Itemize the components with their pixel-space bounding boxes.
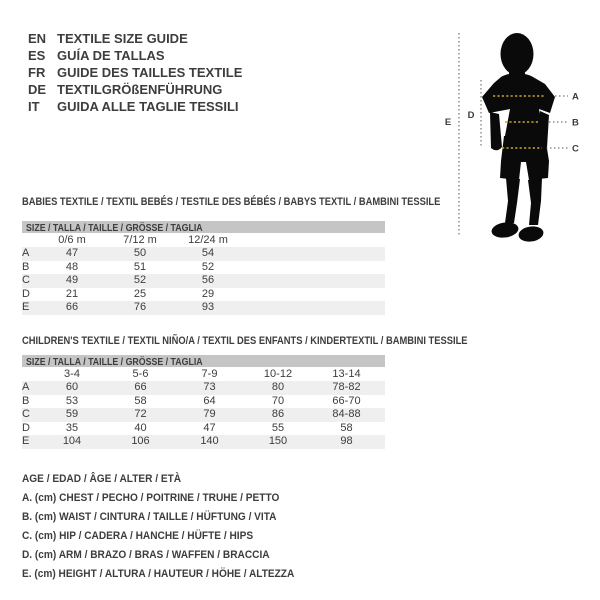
cell: 80 [271,381,285,393]
children-col-10-12: 10-12 [263,368,293,380]
cell: 79 [203,408,216,420]
legend-chest-A: A. (cm) CHEST / PECHO / POITRINE / TRUHE / PETTO [22,492,280,504]
table-row-E [22,301,385,315]
babies-size-table [22,233,385,315]
cell: 52 [133,274,147,286]
cell: 58 [340,421,353,434]
cell: 21 [65,287,79,300]
cell: 56 [201,274,215,286]
row-label: D [22,287,30,300]
table-row-D [22,288,385,302]
children-col-7-9: 7-9 [201,368,218,380]
cell: 106 [131,435,150,447]
lang-row-it [28,98,242,115]
cell: 140 [200,435,219,447]
cell: 49 [65,274,79,286]
cell: 53 [65,394,79,407]
silhouette-shorts [500,136,549,180]
empty-cell [22,233,38,247]
babies-column-header-row [22,233,385,247]
lang-row-es [28,47,242,64]
lang-label-es: GUÍA DE TALLAS [57,48,165,63]
empty-cell [381,408,385,422]
cell: 59 [65,408,79,420]
babies-size-header-bar [22,221,385,233]
cell: 64 [203,394,216,407]
cell: 60 [65,381,79,393]
children-section-title: CHILDREN'S TEXTILE / TEXTIL NIÑO/A / TEXTIL DES ENFANTS / KINDERTEXTIL / BAMBINI TESSILE [22,335,468,347]
silhouette-right-leg [528,178,542,225]
figure-label-E: E [444,117,452,128]
cell: 48 [65,260,79,273]
row-label: D [22,421,30,434]
children-size-header-text: SIZE / TALLA / TAILLE / GRÖSSE / TAGLIA [26,357,203,368]
table-row-D [22,422,385,436]
empty-cell [242,301,385,315]
children-col-5-6: 5-6 [132,368,149,380]
cell: 54 [201,247,215,259]
empty-cell [242,233,385,247]
row-label: E [22,301,30,313]
cell: 55 [271,421,285,434]
empty-cell [242,288,385,302]
cell: 29 [201,287,215,300]
figure-label-A: A [572,91,579,103]
table-row-A [22,381,385,395]
cell: 84-88 [332,408,361,420]
cell: 35 [65,421,79,434]
empty-cell [381,395,385,409]
legend-height-E: E. (cm) HEIGHT / ALTURA / HAUTEUR / HÖHE / ALTEZZA [22,568,295,580]
figure-label-B: B [572,117,579,129]
children-size-table [22,367,385,449]
empty-cell [381,422,385,436]
cell: 51 [133,260,147,273]
cell: 66 [65,301,79,313]
cell: 50 [133,247,147,259]
table-row-A [22,247,385,261]
cell: 40 [134,421,147,434]
row-label: A [22,381,30,393]
row-label: A [22,247,30,259]
lang-label-de: TEXTILGRÖßENFÜHRUNG [57,82,223,97]
size-measurement-figure [430,25,600,250]
legend-age: AGE / EDAD / ÂGE / ALTER / ETÀ [22,473,182,485]
empty-cell [242,261,385,275]
row-label: B [22,394,30,407]
cell: 86 [271,408,285,420]
cell: 150 [268,435,288,447]
row-label: E [22,435,30,447]
empty-cell [242,274,385,288]
figure-label-C: C [572,143,579,155]
babies-section-title: BABIES TEXTILE / TEXTIL BEBÉS / TESTILE DES BÉBÉS / BABYS TEXTIL / BAMBINI TESSILE [22,196,441,208]
lang-label-en: TEXTILE SIZE GUIDE [57,31,188,46]
lang-code-es: ES [28,48,46,63]
cell: 66-70 [332,394,361,407]
table-row-C [22,274,385,288]
empty-cell [381,435,385,449]
cell: 73 [203,381,216,393]
cell: 93 [201,301,215,313]
cell: 52 [201,260,215,273]
measurement-legend [22,470,318,584]
children-column-header-row [22,367,385,381]
lang-row-en [28,30,242,47]
silhouette-right-shoe [518,225,545,243]
empty-cell [381,381,385,395]
row-label: C [22,274,30,286]
cell: 66 [134,381,147,393]
lang-label-fr: GUIDE DES TAILLES TEXTILE [57,65,243,80]
silhouette-left-shoe [491,221,520,240]
row-label: B [22,260,30,273]
legend-hip-C: C. (cm) HIP / CADERA / HANCHE / HÜFTE / HIPS [22,530,254,542]
children-col-3-4: 3-4 [64,368,80,380]
cell: 104 [62,435,82,447]
babies-size-header-text: SIZE / TALLA / TAILLE / GRÖSSE / TAGLIA [26,223,203,234]
cell: 25 [133,287,147,300]
lang-code-fr: FR [28,65,46,80]
empty-cell [381,367,385,381]
lang-code-en: EN [28,31,47,46]
language-list [28,30,242,115]
children-col-13-14: 13-14 [332,368,361,380]
babies-col-12-24m: 12/24 m [188,234,228,246]
legend-waist-B: B. (cm) WAIST / CINTURA / TAILLE / HÜFTUNG / VITA [22,511,277,523]
cell: 78-82 [332,381,361,393]
lang-label-it: GUIDA ALLE TAGLIE TESSILI [57,99,239,114]
legend-arm-D: D. (cm) ARM / BRAZO / BRAS / WAFFEN / BRACCIA [22,549,270,561]
babies-col-0-6m: 0/6 m [58,234,86,246]
silhouette-head [501,33,534,75]
lang-code-de: DE [28,82,47,97]
figure-label-D: D [467,110,475,121]
table-row-B [22,261,385,275]
children-size-header-bar [22,355,385,367]
table-row-C [22,408,385,422]
silhouette-left-arm [490,112,502,150]
cell: 47 [203,421,216,434]
cell: 58 [134,394,147,407]
cell: 98 [340,435,353,447]
table-row-E [22,435,385,449]
cell: 47 [65,247,79,259]
child-silhouette [482,33,555,243]
empty-cell [242,247,385,261]
lang-code-it: IT [28,99,40,114]
silhouette-left-leg [505,178,520,223]
empty-cell [22,367,38,381]
babies-col-7-12m: 7/12 m [123,234,157,246]
cell: 76 [133,301,147,313]
row-label: C [22,408,30,420]
lang-row-fr [28,64,242,81]
cell: 72 [134,408,147,420]
cell: 70 [271,394,285,407]
lang-row-de [28,81,242,98]
table-row-B [22,395,385,409]
